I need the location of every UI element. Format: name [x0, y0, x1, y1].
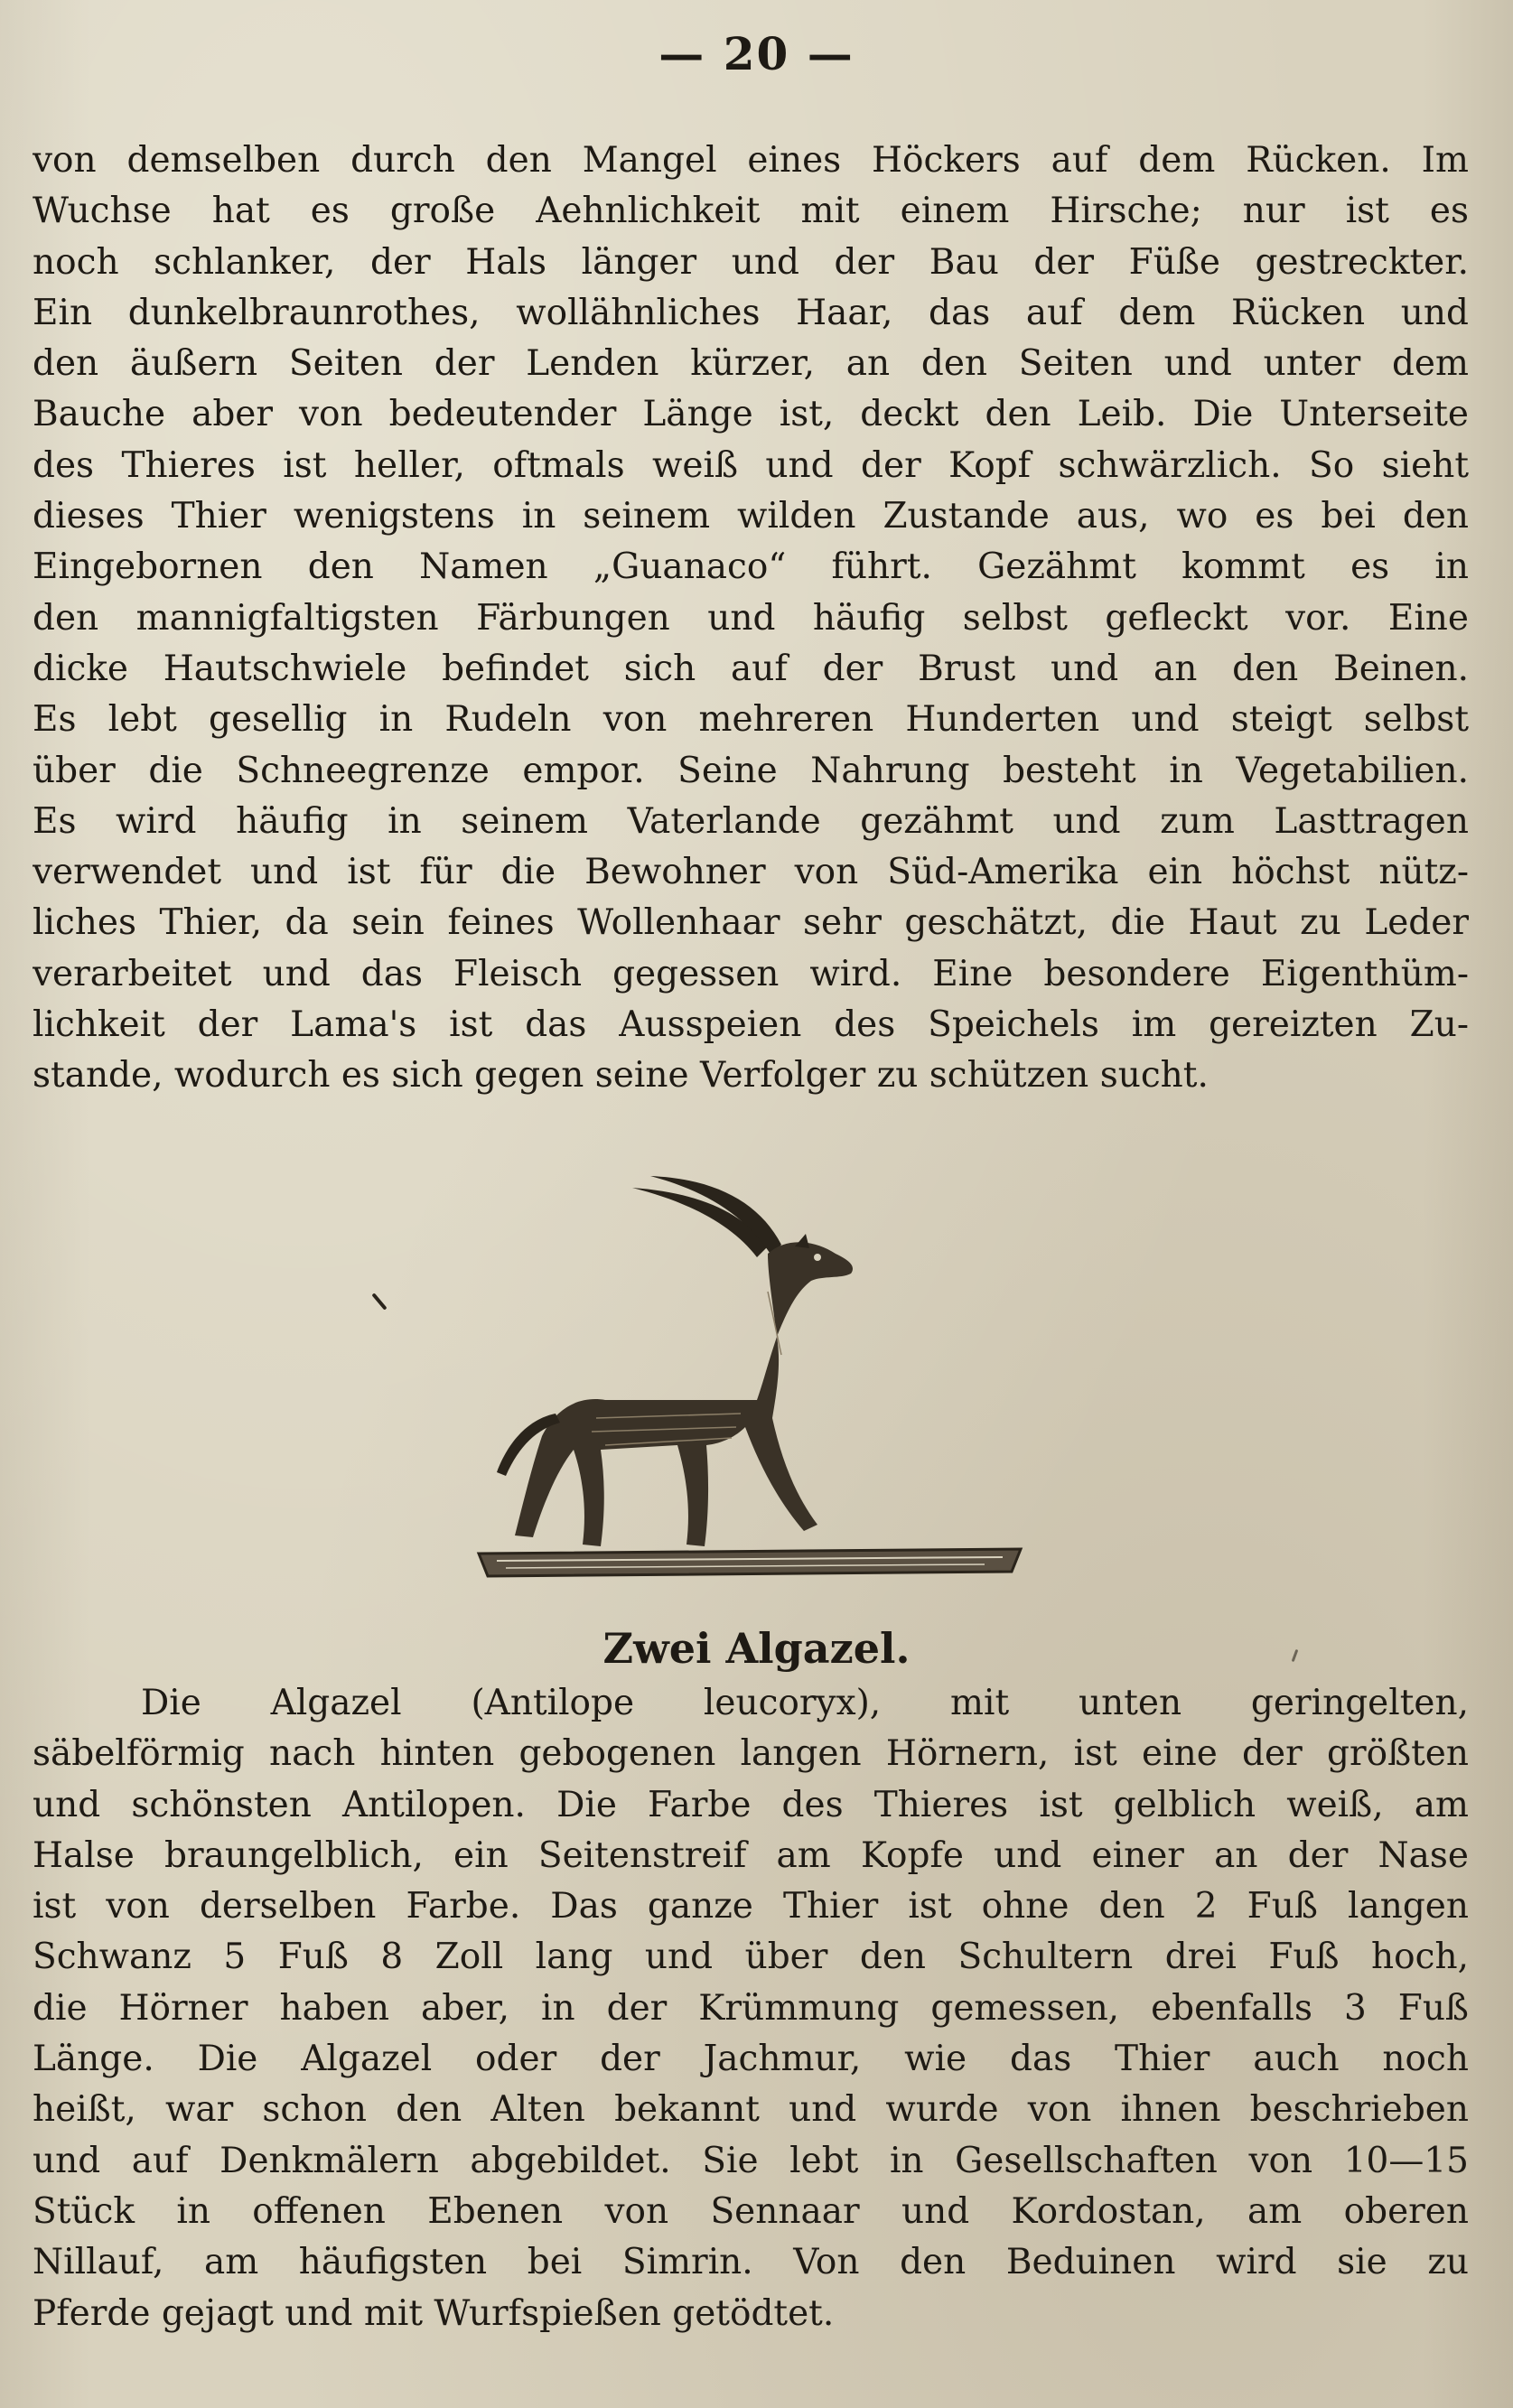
antelope-figure — [497, 1176, 853, 1546]
algazel-woodcut-illustration — [470, 1174, 1030, 1599]
text-line: ist von derselben Farbe. Das ganze Thier ist ohne den 2 Fuß langen — [33, 1886, 1469, 1927]
paragraph-guanaco — [33, 135, 1469, 1102]
text-line: Es lebt gesellig in Rudeln von mehreren Hunderten und steigt selbst — [33, 699, 1469, 741]
ink-speck — [371, 1293, 387, 1310]
text-line: dicke Hautschwiele befindet sich auf der Brust und an den Beinen. — [33, 648, 1469, 689]
text-line: Schwanz 5 Fuß 8 Zoll lang und über den Schultern drei Fuß hoch, — [33, 1937, 1469, 1978]
text-line: die Hörner haben aber, in der Krümmung gemessen, ebenfalls 3 Fuß — [33, 1987, 1469, 2029]
section-heading: Zwei Algazel. — [602, 1624, 911, 1673]
text-line: Die Algazel (Antilope leucoryx), mit unten geringelten, — [141, 1683, 1469, 1723]
text-line: stande, wodurch es sich gegen seine Verfolger zu schützen sucht. — [33, 1055, 1209, 1097]
text-line: Ein dunkelbraunrothes, wollähnliches Haar, das auf dem Rücken und — [33, 292, 1469, 333]
text-line: und schönsten Antilopen. Die Farbe des Thieres ist gelblich weiß, am — [33, 1784, 1469, 1825]
text-line: Nillauf, am häufigsten bei Simrin. Von den Beduinen wird sie zu — [33, 2242, 1469, 2283]
text-line: noch schlanker, der Hals länger und der Bau der Füße gestreckter. — [33, 241, 1469, 283]
text-line: heißt, war schon den Alten bekannt und wurde von ihnen beschrieben — [33, 2089, 1469, 2131]
text-line: liches Thier, da sein feines Wollenhaar sehr geschätzt, die Haut zu Leder — [33, 902, 1469, 944]
text-line: Eingebornen den Namen „Guanaco“ führt. Gezähmt kommt es in — [33, 546, 1469, 588]
text-line: säbelförmig nach hinten gebogenen langen Hörnern, ist eine der größten — [33, 1733, 1469, 1775]
text-line: Es wird häufig in seinem Vaterlande gezähmt und zum Lasttragen — [33, 800, 1469, 842]
paragraph-algazel — [33, 1678, 1469, 2339]
text-line: verarbeitet und das Fleisch gegessen wird. Eine besondere Eigenthüm- — [33, 953, 1469, 994]
text-line: Länge. Die Algazel oder der Jachmur, wie das Thier auch noch — [33, 2039, 1469, 2080]
text-line: Bauche aber von bedeutender Länge ist, deckt den Leib. Die Unterseite — [33, 394, 1469, 435]
text-line: und auf Denkmälern abgebildet. Sie lebt in Gesellschaften von 10—15 — [33, 2140, 1469, 2181]
text-line: des Thieres ist heller, oftmals weiß und der Kopf schwärzlich. So sieht — [33, 444, 1469, 486]
antelope-illustration — [470, 1174, 1030, 1599]
ground-hatching — [479, 1549, 1021, 1576]
text-line: über die Schneegrenze empor. Seine Nahrung besteht in Vegetabilien. — [33, 750, 1469, 791]
text-line: Wuchse hat es große Aehnlichkeit mit einem Hirsche; nur ist es — [33, 191, 1469, 232]
text-line: Pferde gejagt und mit Wurfspießen getödtet. — [33, 2292, 835, 2334]
text-line: Halse braungelblich, ein Seitenstreif am Kopfe und einer an der Nase — [33, 1834, 1469, 1876]
page-number: — 20 — — [658, 27, 855, 80]
text-line: von demselben durch den Mangel eines Höckers auf dem Rücken. Im — [33, 140, 1469, 181]
text-line: den mannigfaltigsten Färbungen und häufig selbst gefleckt vor. Eine — [33, 597, 1469, 639]
text-line: Stück in offenen Ebenen von Sennaar und Kordostan, am oberen — [33, 2190, 1469, 2232]
text-line: den äußern Seiten der Lenden kürzer, an den Seiten und unter dem — [33, 343, 1469, 385]
text-line: dieses Thier wenigstens in seinem wilden Zustande aus, wo es bei den — [33, 496, 1469, 537]
text-line: lichkeit der Lama's ist das Ausspeien des Speichels im gereizten Zu- — [33, 1004, 1469, 1046]
text-line: verwendet und ist für die Bewohner von Süd-Amerika ein höchst nütz- — [33, 852, 1469, 893]
